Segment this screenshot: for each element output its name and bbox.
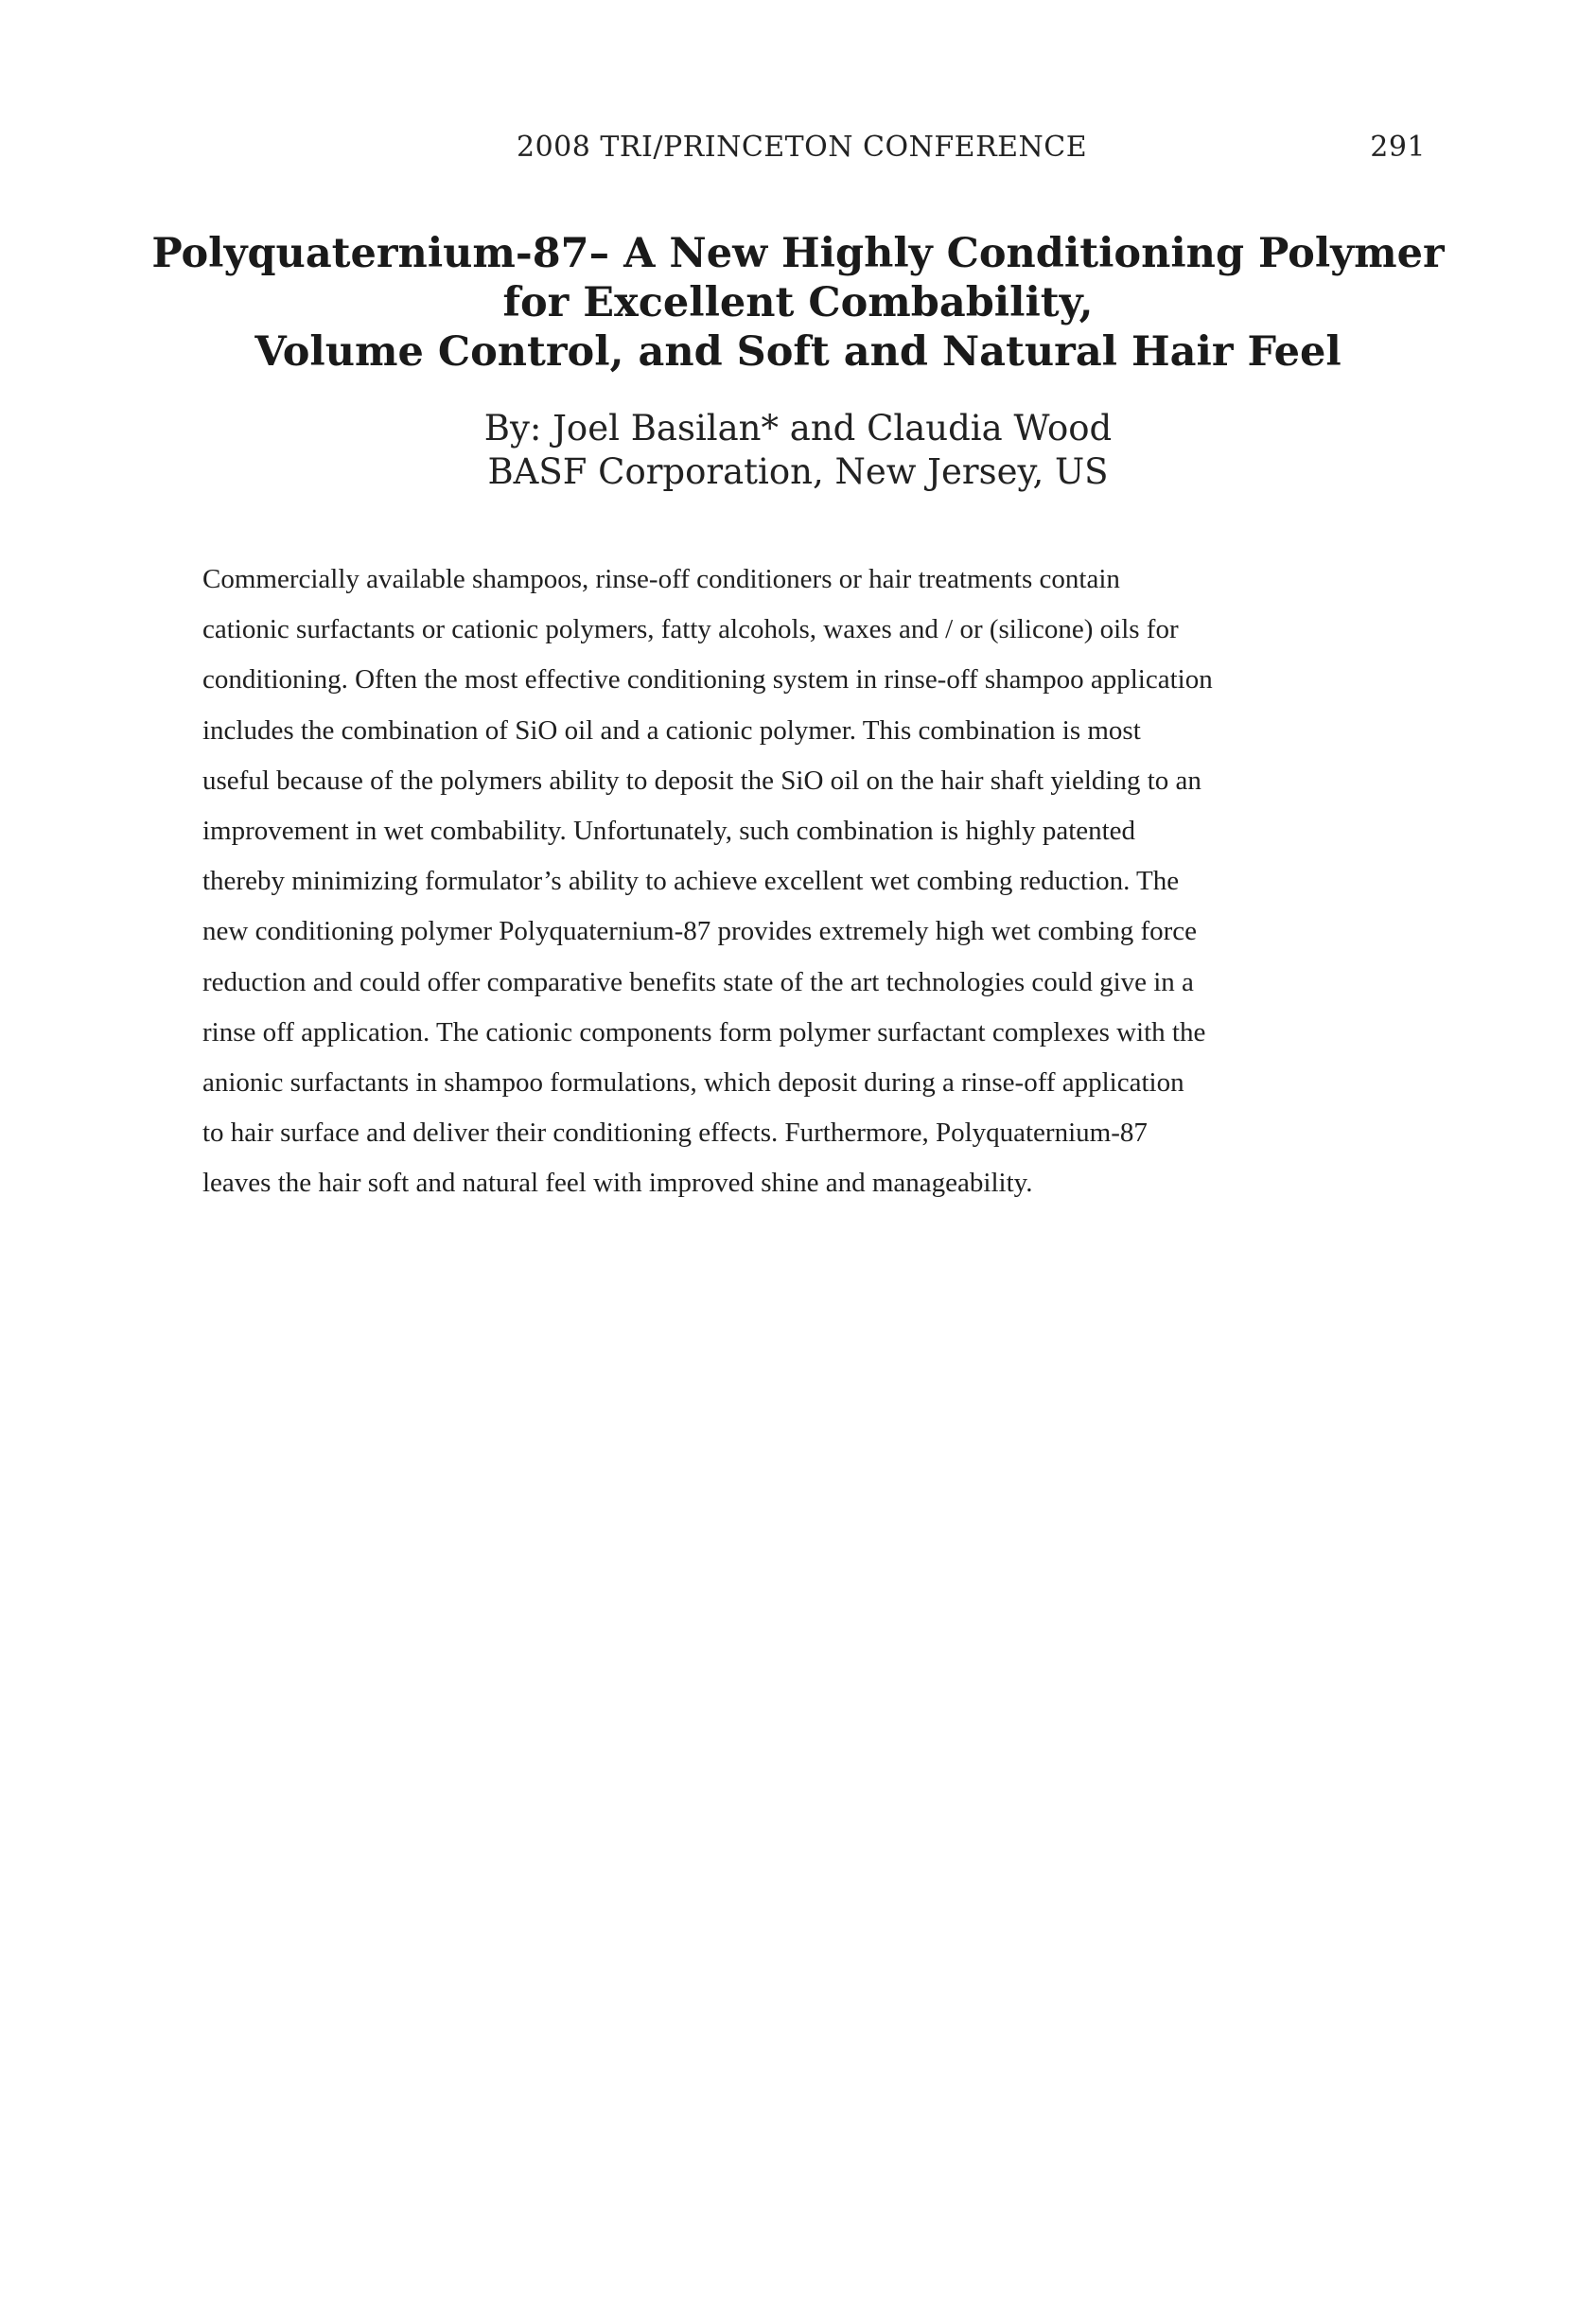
conference-name: 2008 TRI/PRINCETON CONFERENCE [517, 131, 1088, 164]
abstract-line: anionic surfactants in shampoo formulations, which deposit during a rinse-off application [202, 1067, 1184, 1099]
abstract-line: new conditioning polymer Polyquaternium-87 provides extremely high wet combing force [202, 916, 1198, 947]
abstract-line: reduction and could offer comparative benefits state of the art technologies could give in a [202, 966, 1194, 997]
abstract-line: useful because of the polymers ability to deposit the SiO oil on the hair shaft yielding to an [202, 765, 1201, 796]
abstract-paragraph [202, 554, 1451, 1209]
abstract-line: improvement in wet combability. Unfortunately, such combination is highly patented [202, 816, 1136, 847]
byline [151, 407, 1445, 494]
authors: By: Joel Basilan* and Claudia Wood [483, 408, 1113, 449]
affiliation: BASF Corporation, New Jersey, US [487, 451, 1109, 492]
abstract-line: leaves the hair soft and natural feel with improved shine and manageability. [202, 1168, 1033, 1199]
abstract-line: conditioning. Often the most effective conditioning system in rinse-off shampoo application [202, 664, 1213, 695]
paper-title [151, 229, 1445, 377]
abstract-line: cationic surfactants or cationic polymers, fatty alcohols, waxes and / or (silicone) oils for [202, 614, 1179, 645]
page-number: 291 [1370, 131, 1426, 164]
abstract-line: Commercially available shampoos, rinse-off conditioners or hair treatments contain [202, 564, 1120, 594]
abstract-line: to hair surface and deliver their conditioning effects. Furthermore, Polyquaternium-87 [202, 1118, 1148, 1149]
title-line: for Excellent Combability, [502, 279, 1094, 326]
abstract-line: rinse off application. The cationic components form polymer surfactant complexes with the [202, 1016, 1206, 1047]
abstract-line: thereby minimizing formulator’s ability to achieve excellent wet combing reduction. The [202, 866, 1180, 897]
title-line: Volume Control, and Soft and Natural Hair Feel [254, 328, 1342, 376]
abstract-line: includes the combination of SiO oil and a cationic polymer. This combination is most [202, 714, 1141, 746]
running-header [0, 131, 1596, 172]
title-line: Polyquaternium-87– A New Highly Conditioning Polymer [151, 230, 1445, 277]
